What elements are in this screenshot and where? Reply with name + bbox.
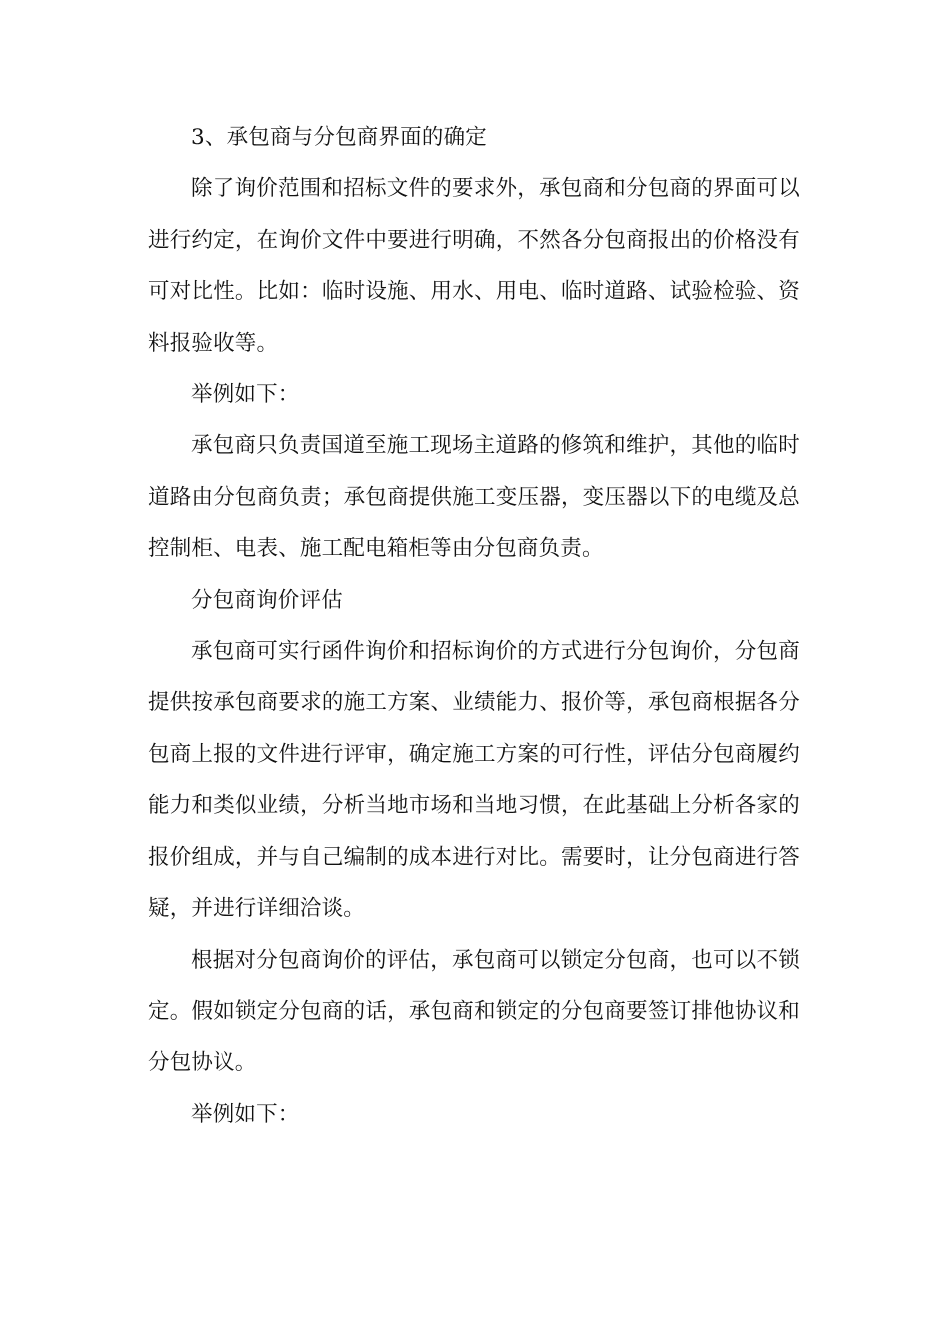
paragraph-example-roads-power: 承包商只负责国道至施工现场主道路的修筑和维护，其他的临时道路由分包商负责；承包商提供施工变压器，变压器以下的电缆及总控制柜、电表、施工配电箱柜等由分包商负责。 (148, 433, 800, 562)
paragraph-inquiry-evaluation: 承包商可实行函件询价和招标询价的方式进行分包询价，分包商提供按承包商要求的施工方案、业绩能力、报价等，承包商根据各分包商上报的文件进行评审，确定施工方案的可行性，评估分包商履约能力和类似业绩，分析当地市场和当地习惯，在此基础上分析各家的报价组成，并与自己编制的成本进行对比。需要时，让分包商进行答疑，并进行详细洽谈。 (148, 639, 800, 922)
example-label: 举例如下： (191, 382, 300, 408)
example-label-2: 举例如下： (191, 1101, 300, 1127)
subsection-heading: 分包商询价评估 (191, 587, 343, 613)
section-heading: 3、承包商与分包商界面的确定 (191, 125, 487, 150)
paragraph-interface-intro: 除了询价范围和招标文件的要求外，承包商和分包商的界面可以进行约定，在询价文件中要进行明确，不然各分包商报出的价格没有可对比性。比如：临时设施、用水、用电、临时道路、试验检验、资料报验收等。 (148, 176, 800, 356)
paragraph-lock-subcontractor: 根据对分包商询价的评估，承包商可以锁定分包商，也可以不锁定。假如锁定分包商的话，承包商和锁定的分包商要签订排他协议和分包协议。 (148, 947, 800, 1076)
document-body (148, 112, 800, 1140)
